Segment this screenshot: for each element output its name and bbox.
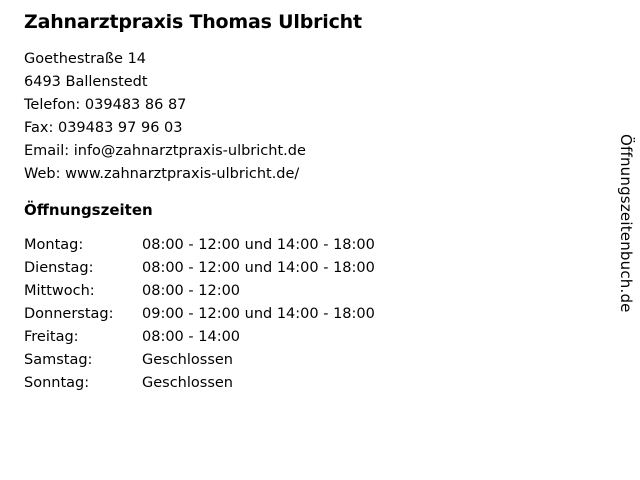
day-label: Sonntag: [24,375,90,391]
address-line-email: Email: info@zahnarztpraxis-ulbricht.de [24,143,306,159]
day-hours: 08:00 - 12:00 [142,283,241,299]
watermark-label: Öffnungszeitenbuch.de [617,134,635,313]
table-row [24,326,375,349]
table-row [24,234,375,257]
day-hours: Geschlossen [142,352,233,368]
table-row [24,372,375,395]
address-line-phone: Telefon: 039483 86 87 [24,97,187,113]
day-hours: Geschlossen [142,375,233,391]
address-line-street: Goethestraße 14 [24,51,147,67]
day-hours: 09:00 - 12:00 und 14:00 - 18:00 [142,306,375,322]
table-row [24,280,375,303]
day-label: Mittwoch: [24,283,95,299]
table-row [24,349,375,372]
day-hours: 08:00 - 14:00 [142,329,241,345]
address-line-city: 6493 Ballenstedt [24,74,148,90]
day-label: Donnerstag: [24,306,114,322]
table-row [24,257,375,280]
opening-hours-heading: Öffnungszeiten [24,201,153,219]
day-hours: 08:00 - 12:00 und 14:00 - 18:00 [142,237,375,253]
day-hours: 08:00 - 12:00 und 14:00 - 18:00 [142,260,375,276]
address-line-fax: Fax: 039483 97 96 03 [24,120,183,136]
day-label: Samstag: [24,352,93,368]
content-container [24,10,584,395]
table-row [24,303,375,326]
page-title: Zahnarztpraxis Thomas Ulbricht [24,11,362,33]
day-label: Freitag: [24,329,79,345]
address-block [24,48,584,186]
day-label: Montag: [24,237,84,253]
opening-hours-table [24,234,375,395]
day-label: Dienstag: [24,260,94,276]
address-line-web: Web: www.zahnarztpraxis-ulbricht.de/ [24,166,300,182]
